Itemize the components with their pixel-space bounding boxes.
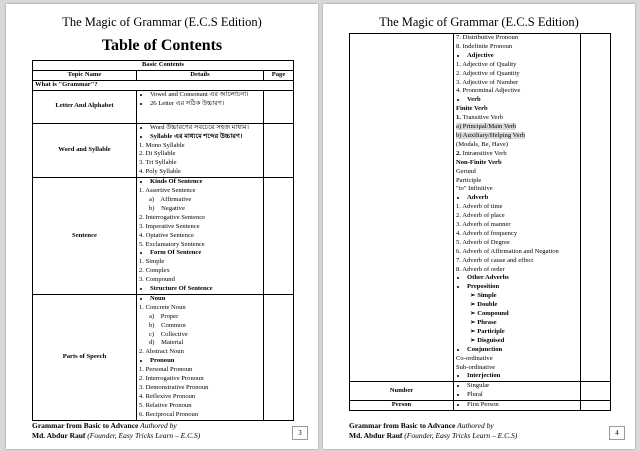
list-item: 2. Di Syllable — [139, 150, 176, 158]
details-word — [137, 123, 264, 177]
list-item: • Pronoun — [150, 357, 261, 366]
topic-number: Number — [350, 382, 454, 401]
list-item: ➢ Participle — [470, 327, 505, 335]
list-item — [456, 114, 578, 123]
list-item: • Noun — [150, 295, 261, 304]
highlighted-text: a) Principal/Main Verb — [456, 123, 517, 131]
list-item: 4. Reflexive Pronoun — [139, 392, 196, 400]
details-letter — [137, 90, 264, 123]
topic-sentence: Sentence — [33, 178, 137, 295]
footer-role: (Founder, Easy Tricks Learn – E.C.S) — [402, 431, 518, 440]
list-item: 3. Imperative Sentence — [139, 222, 200, 230]
toc-title: Table of Contents — [101, 37, 223, 54]
list-item: (Modals, Be, Have) — [456, 140, 509, 148]
list-item: 8. Adverb of order — [456, 265, 505, 273]
list-item: 1. Adjective of Quality — [456, 60, 517, 68]
page-header: The Magic of Grammar (E.C.S Edition) — [379, 15, 579, 29]
table-row — [33, 90, 294, 123]
list-item: • Other Adverbs — [467, 274, 578, 283]
page-cell — [264, 178, 294, 295]
list-item: • Preposition — [467, 283, 578, 292]
table-row — [33, 294, 294, 420]
page-cell — [264, 90, 294, 123]
page-cell — [264, 294, 294, 420]
list-item: • First Person — [467, 401, 578, 410]
list-item — [456, 132, 578, 141]
section-heading: Basic Contents — [33, 61, 294, 71]
list-item: 3. Compound — [139, 276, 175, 284]
list-item: Participle — [456, 176, 482, 184]
list-item: 1. Concrete Noun — [139, 303, 186, 311]
list-item: • Singular — [467, 382, 578, 391]
list-item: • Plural — [467, 391, 578, 400]
list-item: Sub-ordinative — [456, 363, 496, 371]
col-topic-header: Topic Name — [33, 70, 137, 80]
table-row — [33, 123, 294, 177]
list-item: 2. Interrogative Pronoun — [139, 375, 204, 383]
table-row — [350, 401, 611, 411]
list-item: 2. Abstract Noun — [139, 348, 184, 356]
page-footer — [32, 421, 200, 441]
list-item: • Vowel and Consonant এর আলোচনা। — [150, 91, 261, 100]
topic-person: Person — [350, 401, 454, 411]
list-item — [456, 123, 578, 132]
list-item: 4. Pronominal Adjective — [456, 87, 521, 95]
list-number: 2. — [456, 149, 461, 157]
footer-author: Md. Abdur Rauf — [349, 431, 403, 440]
list-text: Compound — [477, 310, 509, 318]
footer-authored-by: Authored by — [138, 421, 177, 430]
list-item: 3. Demonstrative Pronoun — [139, 384, 209, 391]
list-item: 3. Adjective of Number — [456, 78, 519, 86]
document-page-3 — [6, 4, 318, 449]
list-text: Transitive Verb — [460, 114, 503, 122]
list-text: Disguised — [477, 336, 505, 344]
highlighted-text: b) Auxiliary/Helping Verb — [456, 131, 526, 139]
list-item: 4. Adverb of frequency — [456, 229, 518, 237]
col-page-header: Page — [264, 70, 294, 80]
list-text: Simple — [477, 292, 497, 300]
list-item: 6. Reciprocal Pronoun — [139, 410, 199, 418]
list-item: Co-ordinative — [456, 354, 493, 362]
list-item: • 26 Letter এর সঠিক উচ্চারণ। — [150, 100, 261, 109]
what-is-grammar-row: What is "Grammar"? — [33, 80, 294, 90]
list-text: Intransitive Verb — [460, 149, 507, 157]
list-item: c) Collective — [149, 330, 188, 338]
details-sentence — [137, 178, 264, 295]
list-item: • Syllable এর মাধ্যমে শব্দের উচ্চারণ। — [150, 133, 261, 142]
list-item: ➢ Double — [470, 301, 498, 309]
col-details-header: Details — [137, 70, 264, 80]
list-item: • Conjunction — [467, 346, 578, 355]
list-item: 7. Adverb of cause and effect — [456, 256, 534, 264]
list-item: 1. Adverb of time — [456, 203, 503, 211]
list-item: • Adjective — [467, 52, 578, 61]
list-item: ➢ Simple — [470, 292, 497, 300]
footer-book-title: Grammar from Basic to Advance — [32, 421, 139, 430]
list-item: Non-Finite Verb — [456, 158, 502, 166]
list-text: Phrase — [477, 319, 497, 326]
footer-role: (Founder, Easy Tricks Learn – E.C.S) — [85, 431, 201, 440]
list-item: • Structure Of Sentence — [150, 285, 261, 294]
toc-table — [32, 60, 294, 421]
list-item: 8. Indefinite Pronoun — [456, 42, 513, 50]
topic-word: Word and Syllable — [33, 123, 137, 177]
list-item: 2. Adverb of place — [456, 212, 505, 220]
document-page-4 — [323, 4, 635, 449]
page-cell — [581, 401, 611, 411]
list-item: a) Affirmative — [149, 195, 192, 203]
list-item: 6. Adverb of Affirmation and Negation — [456, 247, 559, 255]
footer-book-title: Grammar from Basic to Advance — [349, 421, 456, 430]
table-row — [33, 178, 294, 295]
list-text: Participle — [477, 327, 505, 335]
list-item: 5. Relative Pronoun — [139, 401, 192, 409]
list-item: b) Common — [149, 321, 186, 329]
list-item — [456, 150, 578, 159]
list-number: 1. — [456, 114, 461, 122]
list-item: 5. Adverb of Degree — [456, 238, 510, 246]
list-item: 1. Mono Syllable — [139, 141, 185, 149]
toc-table-continued — [349, 33, 611, 411]
list-item: • Form Of Sentence — [150, 249, 261, 258]
details-parts-of-speech — [137, 294, 264, 420]
list-item: 2. Interrogative Sentence — [139, 213, 206, 221]
page-cell — [581, 34, 611, 382]
page-cell — [581, 382, 611, 401]
details-continued — [454, 34, 581, 382]
details-person — [454, 401, 581, 411]
list-item: 5. Exclamatory Sentence — [139, 240, 205, 248]
page-cell — [264, 123, 294, 177]
page-number: 3 — [292, 426, 308, 440]
list-item: • Kinds Of Sentence — [150, 178, 261, 187]
list-item: • Verb — [467, 96, 578, 105]
list-item: 7. Distributive Pronoun — [456, 34, 519, 41]
list-item: ➢ Compound — [470, 310, 509, 318]
list-item: • Word উচ্চারণের সবচেয়ে সহজ মাধ্যম। — [150, 124, 261, 133]
list-item: Gerund — [456, 167, 476, 175]
list-item: 2. Adjective of Quantity — [456, 69, 520, 77]
list-item: Finite Verb — [456, 105, 488, 113]
list-item: ➢ Phrase — [470, 319, 497, 326]
footer-author: Md. Abdur Rauf — [32, 431, 86, 440]
table-row — [350, 382, 611, 401]
page-footer — [349, 421, 517, 441]
topic-continued — [350, 34, 454, 382]
list-item: 3. Adverb of manner — [456, 221, 511, 229]
list-item: b) Negative — [149, 204, 185, 212]
list-item: ➢ Disguised — [470, 336, 505, 344]
list-text: Double — [477, 301, 498, 309]
page-header: The Magic of Grammar (E.C.S Edition) — [62, 15, 262, 29]
list-item: 3. Tri Syllable — [139, 159, 177, 167]
footer-authored-by: Authored by — [455, 421, 494, 430]
list-item: "to" Infinitive — [456, 185, 493, 193]
details-number — [454, 382, 581, 401]
list-item: a) Proper — [149, 312, 179, 320]
list-item: • Interjection — [467, 372, 578, 381]
table-row — [350, 34, 611, 382]
list-item: • Adverb — [467, 194, 578, 203]
list-item: 1. Assertive Sentence — [139, 187, 196, 195]
page-number: 4 — [609, 426, 625, 440]
list-item: 1. Personal Pronoun — [139, 366, 193, 374]
topic-parts-of-speech: Parts of Speech — [33, 294, 137, 420]
list-item: 2. Complex — [139, 267, 170, 275]
list-item: 1. Simple — [139, 258, 165, 266]
list-item: 4. Optative Sentence — [139, 231, 194, 239]
list-item: 4. Poly Syllable — [139, 168, 181, 176]
list-item: d) Material — [149, 339, 184, 347]
topic-letter: Letter And Alphabet — [33, 90, 137, 123]
